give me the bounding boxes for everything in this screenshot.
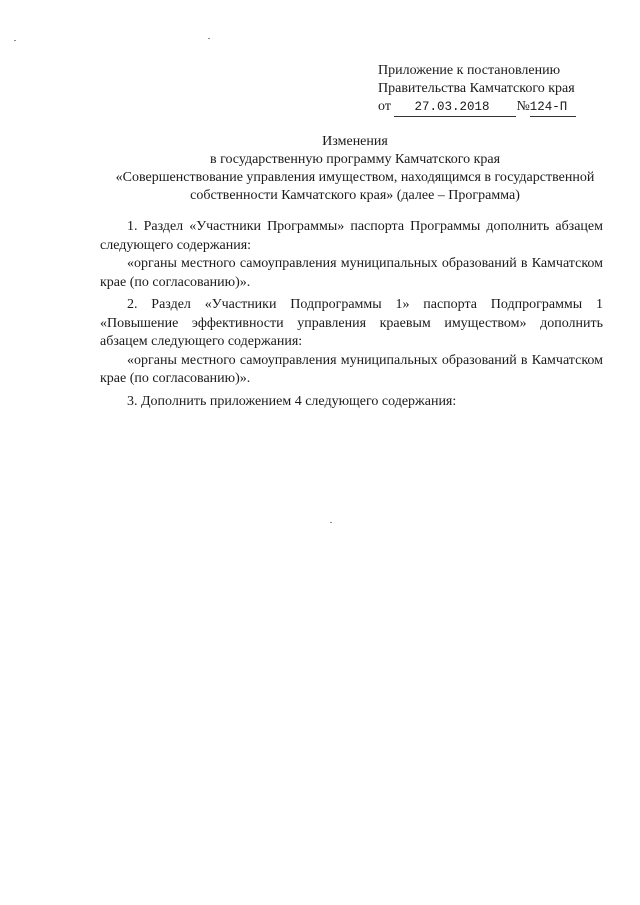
scan-speck — [14, 40, 16, 41]
appendix-date-line — [378, 98, 628, 117]
paragraph-2: «органы местного самоуправления муниципальных образований в Камчатском крае (по согласованию)». — [100, 256, 603, 290]
paragraph-3: 2. Раздел «Участники Подпрограммы 1» паспорта Подпрограммы 1 «Повышение эффективности управления краевым имуществом» дополнить абзацем следующего содержания: — [100, 297, 603, 349]
scan-speck — [330, 522, 332, 523]
appendix-block — [378, 62, 628, 117]
document-date: 27.03.2018 — [394, 98, 516, 117]
title-line-2: в государственную программу Камчатского края — [209, 152, 501, 167]
title-line-4: собственности Камчатского края» (далее – Программа) — [190, 188, 520, 203]
paragraph-5: 3. Дополнить приложением 4 следующего содержания: — [127, 393, 457, 409]
title-line-3: «Совершенствование управления имуществом, находящимся в государственной — [115, 170, 595, 185]
date-prefix: от — [378, 99, 391, 114]
number-prefix: № — [516, 99, 530, 114]
paragraph-4: «органы местного самоуправления муниципальных образований в Камчатском крае (по согласованию)». — [100, 352, 603, 386]
scan-speck — [208, 38, 210, 39]
appendix-line-1: Приложение к постановлению — [378, 63, 561, 78]
document-body — [100, 218, 603, 415]
paragraph-1: 1. Раздел «Участники Программы» паспорта Программы дополнить абзацем следующего содержания: — [100, 219, 603, 253]
appendix-line-2: Правительства Камчатского края — [378, 81, 575, 96]
document-number: 124-П — [530, 98, 576, 117]
document-title — [100, 133, 610, 205]
title-line-1: Изменения — [322, 134, 388, 149]
